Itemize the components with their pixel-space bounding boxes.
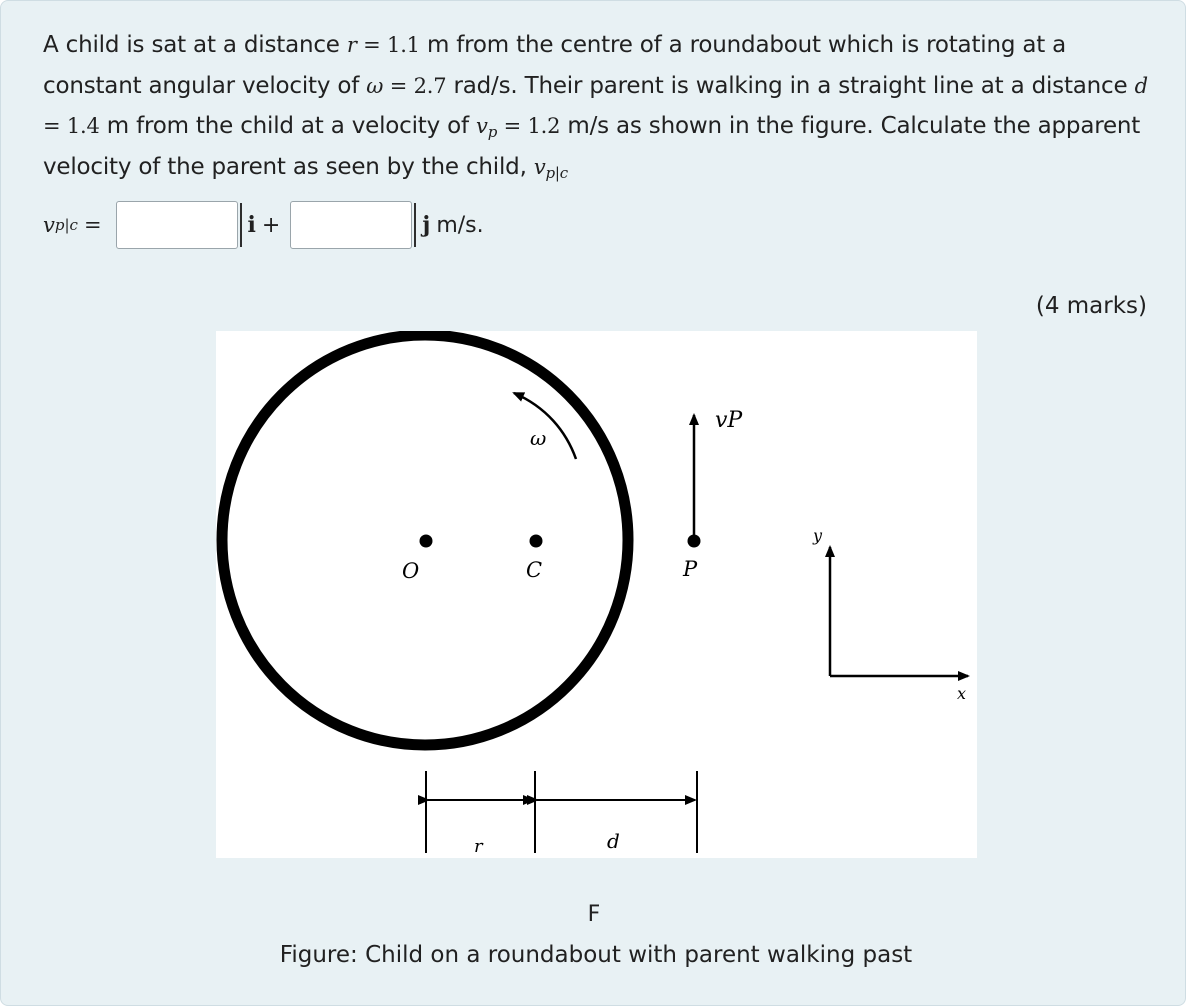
label-P: P — [683, 557, 698, 581]
label-C: C — [526, 558, 543, 582]
child-point — [530, 535, 543, 548]
plus-sign: + — [261, 212, 281, 238]
label-d: d — [607, 829, 620, 853]
figure-letter: F — [587, 902, 601, 927]
answer-unit: m/s. — [436, 212, 484, 238]
i-component-input[interactable] — [116, 201, 238, 249]
answer-row: v p|c = i + j m/s. — [43, 199, 484, 251]
j-component-input[interactable] — [290, 201, 412, 249]
omega-label: ω — [530, 426, 547, 450]
roundabout-diagram — [216, 331, 977, 858]
centre-point — [420, 535, 433, 548]
question-text-part: m/s as shown in the figure. Calculate the apparent velocity of the parent as seen by the child, — [43, 113, 1141, 180]
j-unit-vector: j — [422, 212, 431, 238]
marks-label: (4 marks) — [1035, 293, 1147, 319]
math-vpc: v — [533, 154, 546, 179]
math-d-value: = 1.4 — [43, 114, 100, 138]
question-text-part: rad/s. Their parent is walking in a straight line at a distance — [446, 72, 1135, 99]
math-r: r — [346, 33, 357, 57]
label-O: O — [402, 559, 420, 583]
math-omega-value: = 2.7 — [383, 73, 447, 98]
question-text-part: m from the centre of a roundabout which is rotating at a constant angular velocity of — [43, 32, 1067, 99]
label-r: r — [474, 836, 483, 857]
label-x: x — [957, 684, 967, 703]
figure — [216, 331, 977, 858]
answer-lhs-symbol: v — [43, 213, 55, 237]
question-text-part: A child is sat at a distance — [43, 32, 347, 58]
math-r-value: = 1.1 — [356, 33, 420, 57]
math-vp-subscript: p — [487, 123, 498, 141]
question-text — [43, 25, 1163, 187]
answer-equals: = — [83, 213, 102, 237]
math-vp-value: = 1.2 — [497, 114, 561, 138]
i-unit-vector: i — [247, 212, 256, 238]
math-omega: ω — [366, 73, 384, 98]
input-divider — [240, 203, 242, 247]
label-y: y — [813, 526, 823, 545]
label-vP: vP — [715, 408, 743, 433]
math-d: d — [1134, 73, 1148, 98]
math-vpc-subscript: p|c — [545, 163, 568, 182]
input-divider — [414, 203, 416, 247]
math-vp: v — [476, 114, 488, 138]
figure-caption: Figure: Child on a roundabout with parent walking past — [279, 942, 913, 968]
parent-point — [688, 535, 701, 548]
question-text-part: m from the child at a velocity of — [99, 113, 477, 139]
